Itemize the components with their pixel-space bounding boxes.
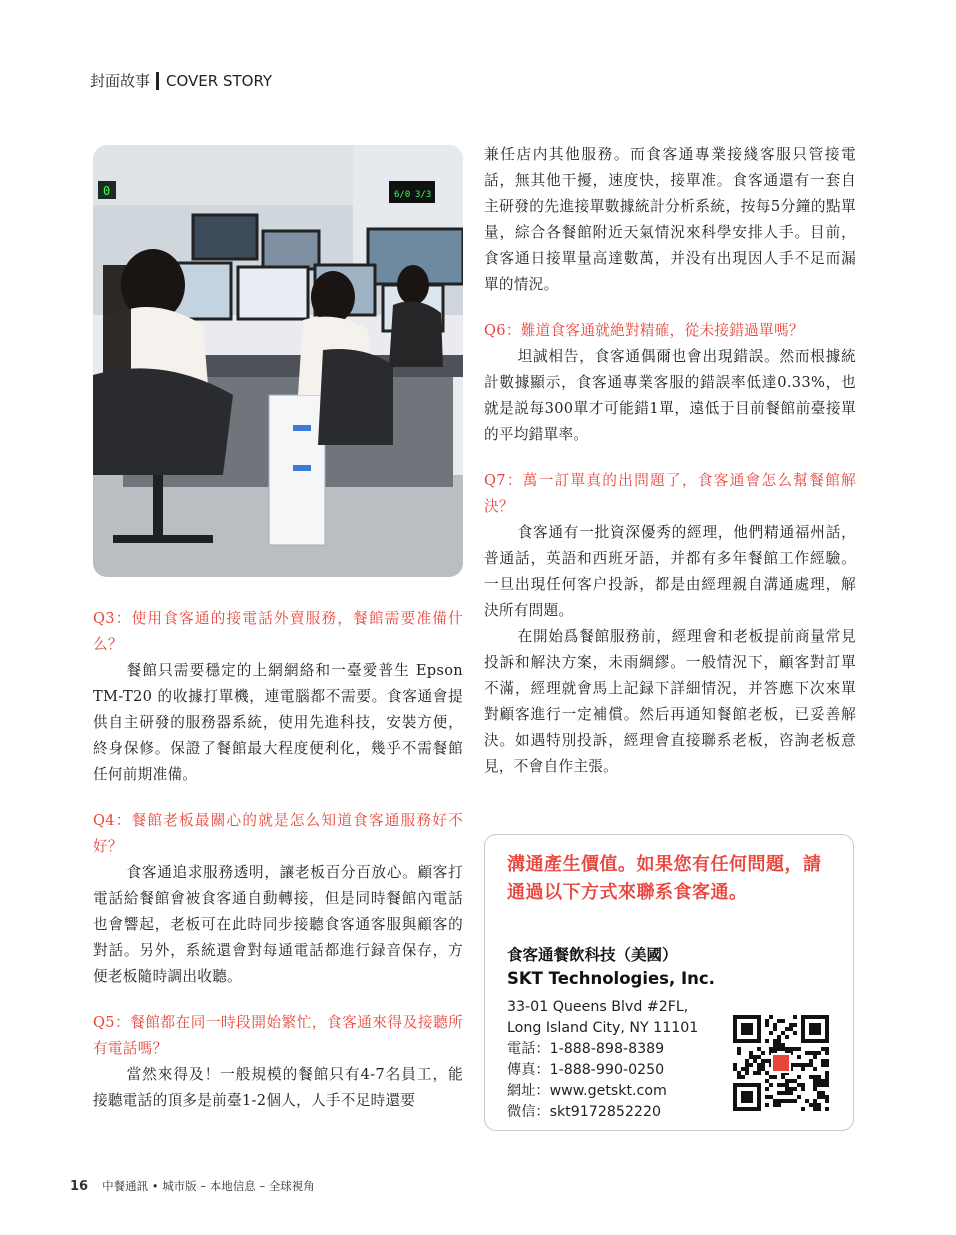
- contact-tagline: 溝通產生價值。如果您有任何問題，請通過以下方式來聯系食客通。: [507, 854, 822, 903]
- section-title-en: COVER STORY: [166, 71, 273, 90]
- phone: 電話：1-888-898-8389: [507, 1041, 665, 1057]
- wechat-id: 微信：skt9172852220: [507, 1104, 661, 1120]
- answer-q7-part2: 在開始爲餐館服務前，經理會和老板提前商量常見投訴和解決方案，未雨綢繆。一般情況下，顧客對訂單不滿，經理就會馬上記録下詳細情況，并答應下次來單對顧客進行一定補償。然后再通知餐館老板，已妥善解決。如遇特別投訴，經理會直接聯系老板，咨詢老板意見，不會自作主張。: [484, 628, 856, 775]
- contact-box: [484, 834, 854, 1131]
- answer-q6: 坦誠相告，食客通偶爾也會出現錯誤。然而根據統計數據顯示，食客通專業客服的錯誤率低達0.33%，也就是説每300單才可能錯1單，遠低于目前餐館前臺接單的平均錯單率。: [484, 348, 856, 443]
- answer-q3: 餐館只需要穩定的上網網絡和一臺愛普生 Epson TM-T20 的收據打單機，連電腦都不需要。食客通會提供自主研發的服務器系統，使用先進科技，安裝方便，終身保修。保證了餐館最大程度便利化，幾乎不需餐館任何前期准備。: [93, 662, 463, 783]
- fax: 傳真：1-888-990-0250: [507, 1062, 665, 1078]
- address-line-2: Long Island City, NY 11101: [507, 1020, 699, 1036]
- website-link[interactable]: 網址：www.getskt.com: [507, 1083, 667, 1099]
- answer-q5-continued: 兼任店内其他服務。而食客通專業接綫客服只管接電話，無其他干擾，速度快，接單准。食客通還有一套自主研發的先進接單數據統計分析系統，按每5分鐘的點單量，綜合各餐館附近天氣情況來科學安排人手。目前，食客通日接單量高達數萬，并没有出現因人手不足而漏單的情況。: [484, 146, 856, 293]
- answer-q5: 當然來得及！一般規模的餐館只有4-7名員工，能接聽電話的頂多是前臺1-2個人，人手不足時還要: [93, 1066, 463, 1109]
- header-divider: [156, 72, 159, 90]
- question-q7: Q7：萬一訂單真的出問題了，食客通會怎么幫餐館解決？: [484, 472, 856, 515]
- call-center-photo: [93, 145, 463, 577]
- counter-digit: 0: [103, 184, 111, 198]
- page-number: 16: [70, 1178, 89, 1194]
- answer-q7-part1: 食客通有一批資深優秀的經理，他們精通福州話，普通話，英語和西班牙語，并都有多年餐館工作經驗。一旦出現任何客户投訴，都是由經理親自溝通處理，解決所有問題。: [484, 524, 856, 619]
- publication-name: 中餐通訊 • 城市版 – 本地信息 – 全球視角: [102, 1179, 315, 1193]
- right-column: [484, 142, 856, 780]
- left-column: [93, 606, 463, 1114]
- board-right: 3/3: [415, 190, 432, 200]
- question-q6: Q6：難道食客通就絶對精確，從未接錯過單嗎？: [484, 322, 804, 339]
- contact-info: [507, 997, 698, 1123]
- company-name-en: SKT Technologies, Inc.: [507, 969, 715, 988]
- address-line-1: 33-01 Queens Blvd #2FL,: [507, 999, 689, 1015]
- section-title-cn: 封面故事: [90, 72, 151, 90]
- question-q3: Q3：使用食客通的接電話外賣服務，餐館需要准備什么？: [93, 610, 463, 653]
- question-q4: Q4：餐館老板最關心的就是怎么知道食客通服務好不好？: [93, 812, 463, 855]
- board-left: 6/0: [394, 190, 411, 200]
- answer-q4: 食客通追求服務透明，讓老板百分百放心。顧客打電話給餐館會被食客通自動轉接，但是同時餐館內電話也會響起，老板可在此時同步接聽食客通客服與顧客的對話。另外，系統還會對每通電話都進行録音保存，方便老板隨時調出收聽。: [93, 864, 463, 985]
- company-name-cn: 食客通餐飲科技（美國）: [507, 946, 678, 964]
- section-header: [90, 70, 272, 91]
- question-q5: Q5：餐館都在同一時段開始繁忙，食客通來得及接聽所有電話嗎？: [93, 1014, 463, 1057]
- page-footer: [70, 1178, 315, 1194]
- qr-code-icon: [733, 1015, 829, 1111]
